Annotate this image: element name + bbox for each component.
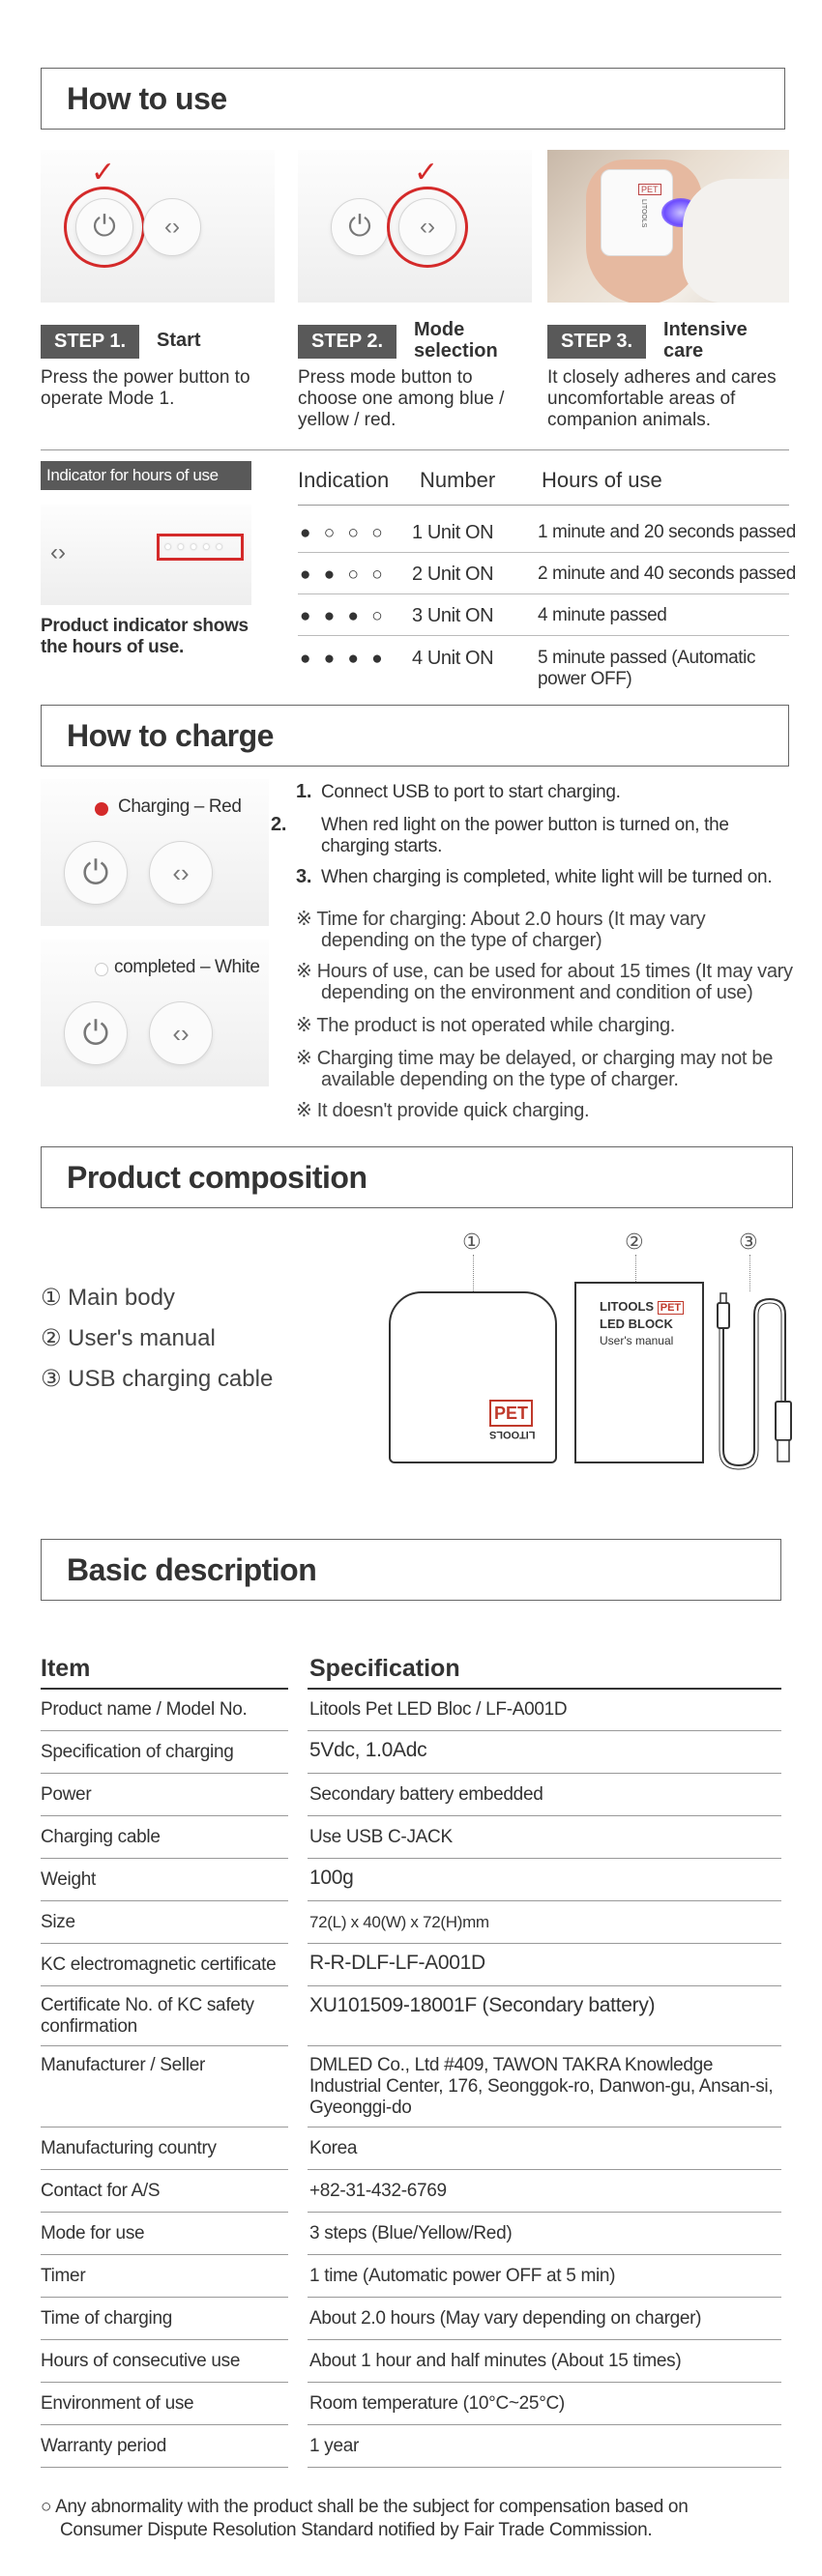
- how-to-use-heading: [41, 68, 785, 130]
- device-brand: LITOOLS: [640, 199, 647, 228]
- red-light-icon: [95, 802, 108, 816]
- spec-key: Certificate No. of KC safety confirmation: [41, 1995, 254, 2037]
- header-item: Item: [41, 1655, 91, 1682]
- charge-step: 3. When charging is completed, white light will be turned on.: [296, 866, 773, 887]
- marker-3: ③: [739, 1230, 758, 1254]
- step2-desc: Press mode button to choose one among blue / yellow / red.: [298, 367, 505, 430]
- highlight-ring: [387, 187, 468, 268]
- mode-icon: ‹›: [50, 539, 66, 565]
- marker-1: ①: [462, 1230, 482, 1254]
- power-icon: ⏻: [75, 198, 133, 256]
- basic-description-heading: [41, 1539, 781, 1601]
- composition-item: ① Main body: [41, 1285, 175, 1311]
- spec-key: Product name / Model No.: [41, 1699, 248, 1720]
- spec-key: Power: [41, 1784, 92, 1805]
- spec-value: 72(L) x 40(W) x 72(H)mm: [309, 1913, 489, 1931]
- manual-drawing: [574, 1282, 704, 1463]
- device-tag: PET: [638, 184, 661, 195]
- step1-photo: [41, 150, 275, 303]
- spec-value: About 2.0 hours (May vary depending on charger): [309, 2308, 702, 2329]
- manual-line3: User's manual: [600, 1334, 674, 1347]
- charge-step: 1. Connect USB to port to start charging.: [296, 781, 621, 802]
- power-icon: ⏻: [64, 1001, 128, 1065]
- mode-icon: ‹›: [143, 198, 201, 256]
- step1-tag: STEP 1.: [41, 325, 139, 359]
- composition-item: ③ USB charging cable: [41, 1366, 274, 1392]
- spec-value: Room temperature (10°C~25°C): [309, 2393, 565, 2414]
- leader-line: [473, 1255, 474, 1291]
- col-indication: Indication: [298, 468, 390, 492]
- spec-key: Warranty period: [41, 2436, 166, 2456]
- spec-key: Weight: [41, 1869, 96, 1890]
- spec-key: Charging cable: [41, 1827, 161, 1847]
- checkmark-icon: ✓: [414, 157, 439, 188]
- step2-photo: [298, 150, 532, 303]
- header-spec: Specification: [309, 1655, 460, 1682]
- spec-key: Hours of consecutive use: [41, 2351, 241, 2371]
- device-tag: PET: [489, 1400, 533, 1427]
- section-title: How to use: [67, 81, 227, 116]
- indicator-dots: ● ○ ○ ○: [300, 523, 387, 543]
- indicator-hours: 4 minute passed: [538, 605, 667, 625]
- charging-label: Charging – Red: [118, 796, 242, 817]
- mode-icon: ‹›: [398, 198, 456, 256]
- completed-white-photo: [41, 940, 269, 1086]
- usb-cable-drawing: [712, 1286, 793, 1475]
- section-title: Basic description: [67, 1552, 317, 1587]
- indicator-number: 2 Unit ON: [412, 564, 494, 585]
- composition-heading: [41, 1146, 793, 1208]
- section-title: How to charge: [67, 718, 274, 753]
- indicator-number: 4 Unit ON: [412, 648, 494, 669]
- leader-line: [635, 1255, 636, 1282]
- spec-value: About 1 hour and half minutes (About 15 times): [309, 2351, 682, 2371]
- mode-icon: ‹›: [149, 841, 213, 905]
- spec-value: 5Vdc, 1.0Adc: [309, 1739, 427, 1761]
- indicator-dots: ● ● ○ ○: [300, 564, 387, 585]
- charge-note: ※ Hours of use, can be used for about 15 times (It may vary depending on the environment and condition of use): [296, 961, 793, 1003]
- divider: [41, 449, 789, 450]
- spec-value: Use USB C-JACK: [309, 1827, 453, 1847]
- led-dots-icon: ●●●●●: [164, 539, 229, 553]
- spec-key: Contact for A/S: [41, 2181, 161, 2201]
- spec-value: 100g: [309, 1867, 354, 1889]
- divider: [298, 505, 789, 506]
- step3-photo: [547, 150, 789, 303]
- spec-value: R-R-DLF-LF-A001D: [309, 1952, 485, 1974]
- power-icon: ⏻: [331, 198, 389, 256]
- charge-note: ※ Time for charging: About 2.0 hours (It may vary depending on the type of charger): [296, 909, 706, 951]
- manual-line2: LED BLOCK: [600, 1317, 673, 1331]
- checkmark-icon: ✓: [91, 157, 116, 188]
- marker-2: ②: [625, 1230, 644, 1254]
- spec-value: 1 year: [309, 2436, 360, 2456]
- how-to-charge-heading: [41, 705, 789, 767]
- spec-value: DMLED Co., Ltd #409, TAWON TAKRA Knowledge Industrial Center, 176, Seonggok-ro, Danwon-gu, Ansan-si, Gyeonggi-do: [309, 2055, 774, 2118]
- charging-red-photo: [41, 779, 269, 926]
- step3-tag: STEP 3.: [547, 325, 646, 359]
- indicator-number: 3 Unit ON: [412, 605, 494, 626]
- charge-note: ※ The product is not operated while charging.: [296, 1015, 676, 1036]
- divider: [298, 593, 789, 594]
- spec-value: Secondary battery embedded: [309, 1784, 543, 1805]
- spec-key: Mode for use: [41, 2223, 145, 2243]
- section-title: Product composition: [67, 1160, 367, 1195]
- indicator-dots: ● ● ● ●: [300, 649, 387, 669]
- step3-desc: It closely adheres and cares uncomfortable areas of companion animals.: [547, 367, 777, 430]
- indicator-dots: ● ● ● ○: [300, 606, 387, 626]
- completed-label: completed – White: [114, 957, 260, 977]
- main-body-drawing: [389, 1291, 557, 1463]
- indicator-label: Indicator for hours of use: [41, 461, 251, 490]
- spec-value: +82-31-432-6769: [309, 2181, 447, 2201]
- spec-key: KC electromagnetic certificate: [41, 1954, 277, 1975]
- charge-step: 2. When red light on the power button is turned on, the charging starts.: [271, 814, 729, 856]
- spec-key: Manufacturer / Seller: [41, 2055, 206, 2075]
- spec-key: Size: [41, 1912, 75, 1932]
- indicator-hours: 1 minute and 20 seconds passed: [538, 522, 796, 542]
- spec-key: Environment of use: [41, 2393, 194, 2414]
- step3-name: Intensive care: [663, 319, 748, 362]
- indicator-hours: 2 minute and 40 seconds passed: [538, 564, 796, 584]
- spec-key: Specification of charging: [41, 1742, 234, 1762]
- device-brand: LITOOLS: [489, 1429, 536, 1440]
- white-light-icon: [95, 963, 108, 976]
- col-number: Number: [420, 468, 496, 492]
- spec-value: 1 time (Automatic power OFF at 5 min): [309, 2266, 616, 2286]
- indicator-number: 1 Unit ON: [412, 522, 494, 543]
- power-icon: ⏻: [64, 841, 128, 905]
- divider: [308, 1688, 781, 1690]
- composition-item: ② User's manual: [41, 1325, 216, 1351]
- spec-value: 3 steps (Blue/Yellow/Red): [309, 2223, 513, 2243]
- highlight-ring: [64, 187, 145, 268]
- divider: [41, 1688, 288, 1690]
- spec-key: Time of charging: [41, 2308, 173, 2329]
- spec-value: Litools Pet LED Bloc / LF-A001D: [309, 1699, 568, 1720]
- indicator-desc: Product indicator shows the hours of use.: [41, 616, 249, 657]
- indicator-hours: 5 minute passed (Automatic power OFF): [538, 648, 756, 689]
- charge-note: ※ It doesn't provide quick charging.: [296, 1100, 590, 1121]
- charge-note: ※ Charging time may be delayed, or charging may not be available depending on the type of charger.: [296, 1048, 774, 1090]
- spec-value: XU101509-18001F (Secondary battery): [309, 1994, 656, 2016]
- pet-fur: [683, 179, 789, 303]
- divider: [298, 635, 789, 636]
- spec-key: Manufacturing country: [41, 2138, 217, 2158]
- spec-key: Timer: [41, 2266, 86, 2286]
- divider: [298, 552, 789, 553]
- mode-icon: ‹›: [149, 1001, 213, 1065]
- step2-tag: STEP 2.: [298, 325, 396, 359]
- step2-name: Mode selection: [414, 319, 498, 362]
- col-hours: Hours of use: [542, 468, 662, 492]
- manual-line1: LITOOLS PET: [600, 1299, 684, 1314]
- spec-value: Korea: [309, 2138, 358, 2158]
- footnote: ○ Any abnormality with the product shall be the subject for compensation based on Consumer Dispute Resolution Standard notified by Fair Trade Commission.: [41, 2497, 689, 2540]
- step1-name: Start: [157, 330, 201, 351]
- indicator-photo: [41, 505, 251, 605]
- step1-desc: Press the power button to operate Mode 1.: [41, 367, 250, 409]
